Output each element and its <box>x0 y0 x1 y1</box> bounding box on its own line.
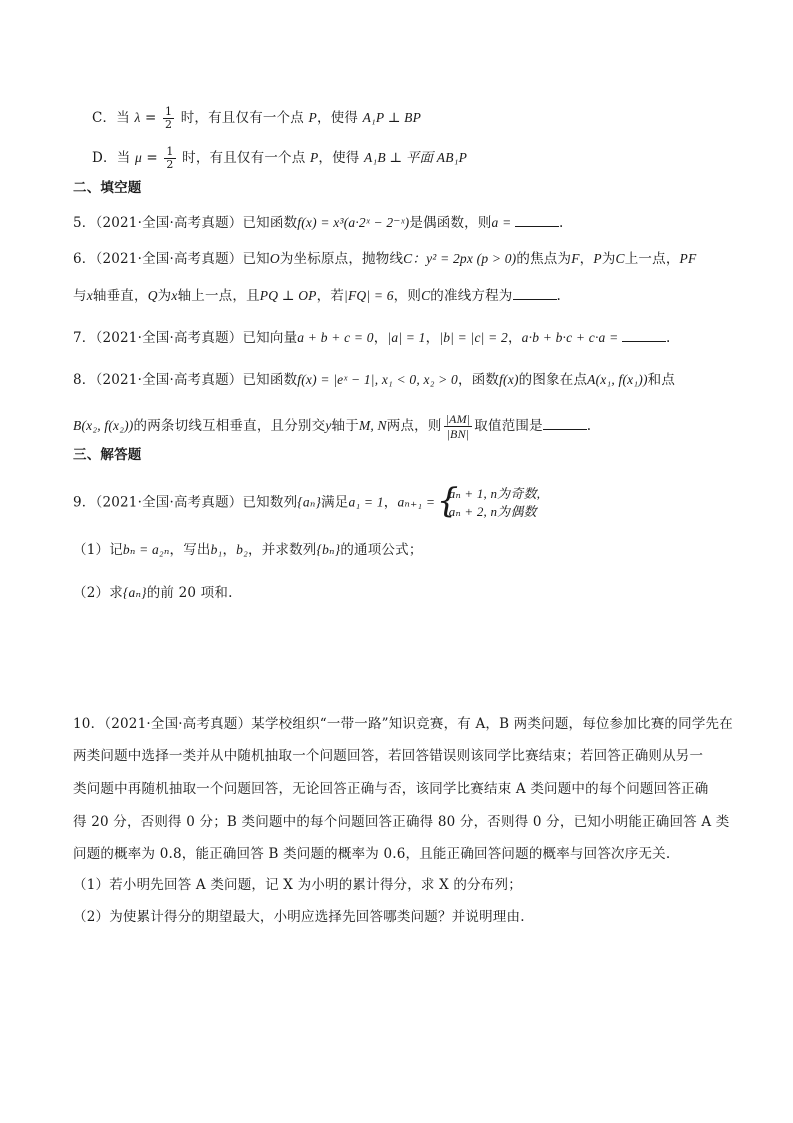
q9-var: b₁ <box>210 542 223 557</box>
option-d-text2: ，使得 <box>318 150 360 166</box>
q6-var: C <box>421 288 431 303</box>
ratio-denominator: |BN| <box>446 427 470 441</box>
equals-sign: = <box>141 150 163 166</box>
q8-text: 8．（2021·全国·高考真题）已知函数 <box>73 372 298 388</box>
q8-text: 和点 <box>647 372 676 388</box>
q6-var: O <box>269 251 280 266</box>
equals-sign: = <box>140 110 161 126</box>
q6-text: 与 <box>73 288 87 304</box>
q6-text: 上一点， <box>624 251 680 267</box>
fraction-denominator: 2 <box>165 118 173 131</box>
q8-text: 取值范围是 <box>474 418 543 434</box>
q8-formula: B(x₂, f(x₂)) <box>73 418 134 433</box>
q6-var: Q <box>147 288 158 303</box>
mu-var: μ <box>134 150 142 165</box>
q9-var: b₂ <box>236 542 248 557</box>
q6-text: ，若 <box>316 288 345 304</box>
question-10-part1: （1）若小明先回答 A 类问题，记 X 为小明的累计得分，求 X 的分布列； <box>73 877 522 893</box>
case-even: aₙ + 2, n为偶数 <box>448 504 537 519</box>
question-10-line2: 两类问题中选择一类并从中随机抽取一个问题回答，若回答错误则该同学比赛结束；若回答正确则从另一 <box>73 748 704 764</box>
question-8-line2 <box>73 412 753 441</box>
question-7 <box>73 327 753 349</box>
q9-text: （2）求 <box>73 585 123 601</box>
q7-sep: ， <box>425 330 440 346</box>
q7-end: . <box>665 330 671 346</box>
question-5 <box>73 212 753 234</box>
option-d-prefix: D．当 <box>92 150 131 166</box>
q5-answer-var: a = <box>491 215 515 230</box>
q9-text: 的通项公式； <box>340 542 423 558</box>
question-10-line1: 10．（2021·全国·高考真题）某学校组织“一带一路”知识竞赛，有 A，B 两类问题，每位参加比赛的同学先在 <box>73 716 733 732</box>
question-10-line5: 问题的概率为 0.8，能正确回答 B 类问题的概率为 0.6，且能正确回答问题的概率与回答次序无关. <box>73 846 671 862</box>
section-solutions: 三、解答题 <box>73 447 142 463</box>
case-odd: { aₙ + 1, n为奇数, <box>448 486 541 501</box>
q8-formula: A(x₁, f(x₁)) <box>587 372 648 387</box>
q5-text: 5．（2021·全国·高考真题）已知函数 <box>73 215 298 231</box>
question-6-line1 <box>73 248 753 270</box>
question-9-part1 <box>73 539 753 561</box>
q6-var: F <box>571 251 580 266</box>
fraction-numerator: 1 <box>166 145 174 158</box>
q8-text: 两点，则 <box>386 418 442 434</box>
q9-text: ，写出 <box>169 542 211 558</box>
q6-formula: |FQ| = 6 <box>344 288 394 303</box>
q7-formula: |a| = 1 <box>387 330 426 345</box>
q8-var: y <box>325 418 332 433</box>
q5-tail: 是偶函数，则 <box>409 215 492 231</box>
q6-text: ，则 <box>393 288 422 304</box>
point-p: P <box>309 150 319 165</box>
q8-formula: f(x) <box>499 372 519 387</box>
option-c-prefix: C．当 <box>92 110 130 126</box>
q9-formula: a₁ = 1 <box>348 494 384 510</box>
q8-text: 的图象在点 <box>518 372 588 388</box>
q7-formula: a·b + b·c + c·a = <box>521 330 622 345</box>
question-10-line3: 类问题中再随机抽取一个问题回答，无论回答正确与否，该同学比赛结束 A 类问题中的每个问题回答正确 <box>73 781 709 797</box>
option-d <box>92 146 753 171</box>
q9-text: 满足 <box>321 494 349 511</box>
answer-blank[interactable] <box>622 327 666 342</box>
q6-text: 为 <box>157 288 172 304</box>
q9-seq: {bₙ} <box>316 542 341 557</box>
q6-var: PF <box>679 251 697 266</box>
q6-end: . <box>556 288 561 304</box>
q6-var: C <box>615 251 625 266</box>
q6-var: C： <box>403 251 427 266</box>
q6-text: 轴垂直， <box>92 288 148 304</box>
q5-formula: f(x) = x³(a·2ˣ − 2⁻ˣ) <box>297 215 410 230</box>
option-c <box>92 106 753 131</box>
q9-recurrence-lhs: aₙ₊₁ = <box>397 494 439 510</box>
q6-text: 为 <box>601 251 616 267</box>
question-10-line4: 得 20 分，否则得 0 分；B 类问题中的每个问题回答正确得 80 分，否则得 0 分，已知小明能正确回答 A 类 <box>73 814 730 830</box>
q6-text: 6．（2021·全国·高考真题）已知 <box>73 251 270 267</box>
q5-end: . <box>558 215 564 231</box>
answer-blank[interactable] <box>515 212 559 227</box>
half-fraction <box>163 106 174 131</box>
q8-formula: f(x) = |eˣ − 1|, x₁ < 0, x₂ > 0 <box>297 372 458 387</box>
q6-text: ， <box>579 251 594 267</box>
ratio-fraction <box>444 412 473 441</box>
q9-text: （1）记 <box>73 542 123 558</box>
q9-sep: ， <box>383 494 398 511</box>
q8-var: M, N <box>358 418 387 433</box>
q9-text: 9．（2021·全国·高考真题）已知数列 <box>73 494 298 511</box>
q8-end: . <box>586 418 592 434</box>
q6-text: 的焦点为 <box>516 251 572 267</box>
question-8-line1 <box>73 369 753 391</box>
question-6-line2 <box>73 285 753 307</box>
q9-formula: bₙ = a₂ₙ <box>122 542 170 557</box>
point-p: P <box>308 110 317 125</box>
q9-seq: {aₙ} <box>122 585 147 600</box>
q7-formula: a + b + c = 0 <box>297 330 374 345</box>
q8-text: 的两条切线互相垂直，且分别交 <box>133 418 326 434</box>
q8-text: 轴于 <box>331 418 359 434</box>
q6-text: 的准线方程为 <box>430 288 513 304</box>
half-fraction <box>164 146 175 171</box>
q6-text: 轴上一点，且 <box>177 288 260 304</box>
q8-text: ，函数 <box>458 372 500 388</box>
option-d-relation: A₁B ⊥ 平面 AB₁P <box>364 150 468 165</box>
fraction-numerator: 1 <box>165 105 173 118</box>
question-9-part2 <box>73 582 753 604</box>
option-d-text: 时，有且仅有一个点 <box>182 150 306 166</box>
option-c-relation: A₁P ⊥ BP <box>362 110 422 125</box>
q6-formula: PQ ⊥ OP <box>259 288 317 303</box>
q6-formula: y² = 2px (p > 0) <box>426 251 517 266</box>
q7-sep: ， <box>373 330 388 346</box>
piecewise-brace <box>439 485 540 521</box>
option-c-text2: ，使得 <box>316 110 359 126</box>
q9-text: ，并求数列 <box>248 542 317 558</box>
q7-formula: |b| = |c| = 2 <box>439 330 508 345</box>
q9-seq: {aₙ} <box>297 494 322 510</box>
fraction-denominator: 2 <box>166 158 174 171</box>
q6-text: 为坐标原点，抛物线 <box>279 251 404 267</box>
lambda-var: λ <box>134 110 141 125</box>
question-10-part2: （2）为使累计得分的期望最大，小明应选择先回答哪类问题？并说明理由. <box>73 909 525 925</box>
q7-text: 7．（2021·全国·高考真题）已知向量 <box>73 330 298 346</box>
q6-var: P <box>593 251 602 266</box>
section-fill-in: 二、填空题 <box>73 180 142 196</box>
ratio-numerator: |AM| <box>445 412 471 426</box>
question-9 <box>73 485 753 521</box>
answer-blank[interactable] <box>543 415 587 430</box>
q9-text: ， <box>222 542 237 558</box>
q7-sep: ， <box>507 330 522 346</box>
q6-var: x <box>171 288 178 303</box>
option-c-text: 时，有且仅有一个点 <box>180 110 305 126</box>
answer-blank[interactable] <box>513 285 557 300</box>
q9-text: 的前 20 项和. <box>146 585 233 601</box>
q6-var: x <box>86 288 93 303</box>
